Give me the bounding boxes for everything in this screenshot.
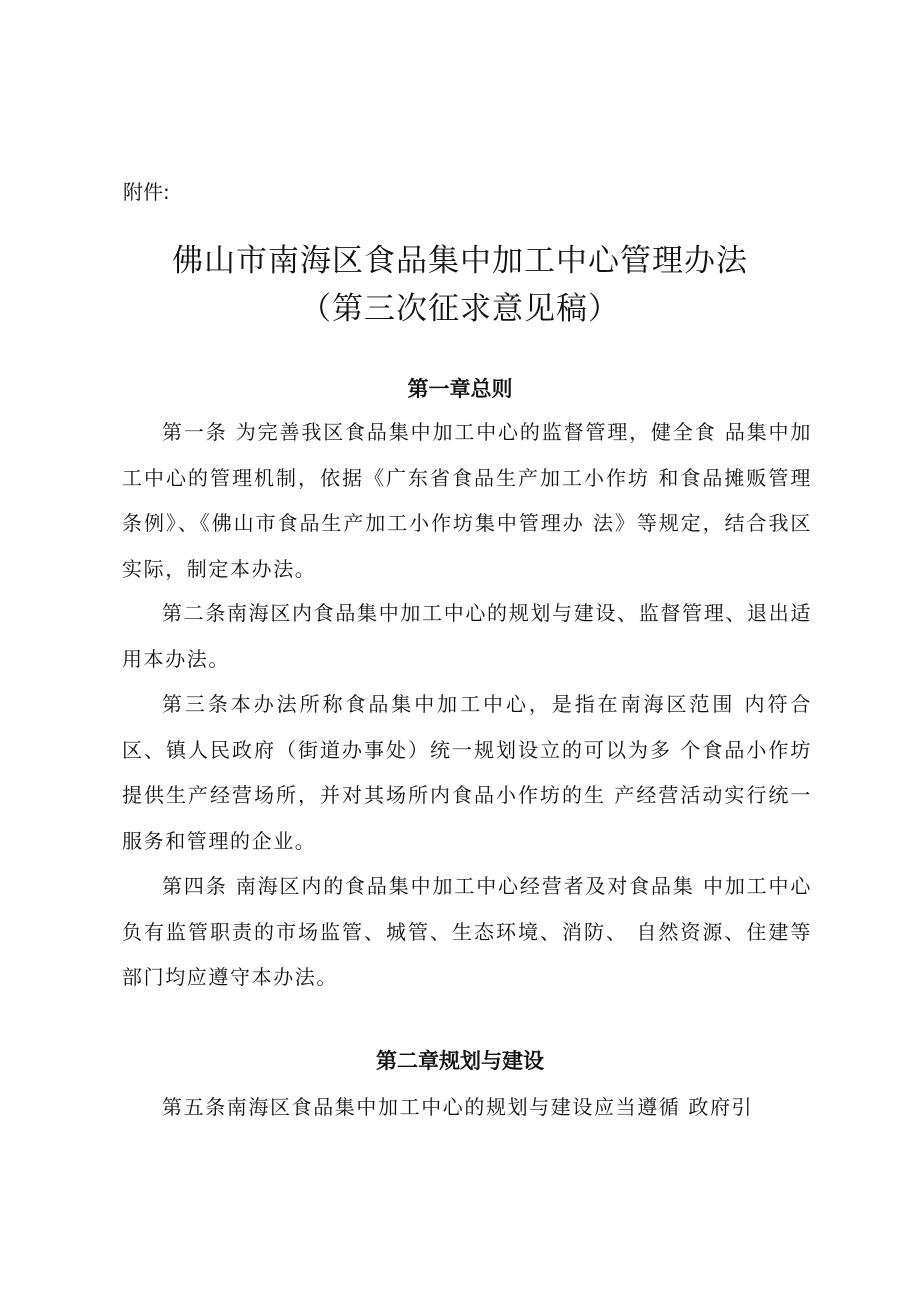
document-subtitle: （第三次征求意见稿） <box>300 291 620 327</box>
article-paragraph: 第二条南海区内食品集中加工中心的规划与建设、监督管理、退出适用本办法。 <box>122 601 812 671</box>
article-paragraph: 第三条本办法所称食品集中加工中心，是指在南海区范围 内符合区、镇人民政府（街道办事处）统一规划设立的可以为多 个食品小作坊提供生产经营场所，并对其场所内食品小作坊的生 产经营活动实行统一服务和管理的企业。 <box>122 692 812 853</box>
article-paragraph: 第四条 南海区内的食品集中加工中心经营者及对食品集 中加工中心负有监管职责的市场监管、城管、生态环境、消防、 自然资源、住建等部门均应遵守本办法。 <box>122 874 812 989</box>
chapter-heading: 第一章总则 <box>407 377 513 401</box>
article-paragraph: 第五条南海区食品集中加工中心的规划与建设应当遵循 政府引 <box>162 1095 754 1119</box>
document-title: 佛山市南海区食品集中加工中心管理办法 <box>172 243 748 279</box>
chapter-heading: 第二章规划与建设 <box>376 1049 544 1073</box>
article-paragraph: 第一条 为完善我区食品集中加工中心的监督管理，健全食 品集中加工中心的管理机制，依据《广东省食品生产加工小作坊 和食品摊贩管理条例》、《佛山市食品生产加工小作坊集中管理办 法》等规定，结合我区实际，制定本办法。 <box>122 420 812 581</box>
attachment-label: 附件: <box>123 180 170 204</box>
